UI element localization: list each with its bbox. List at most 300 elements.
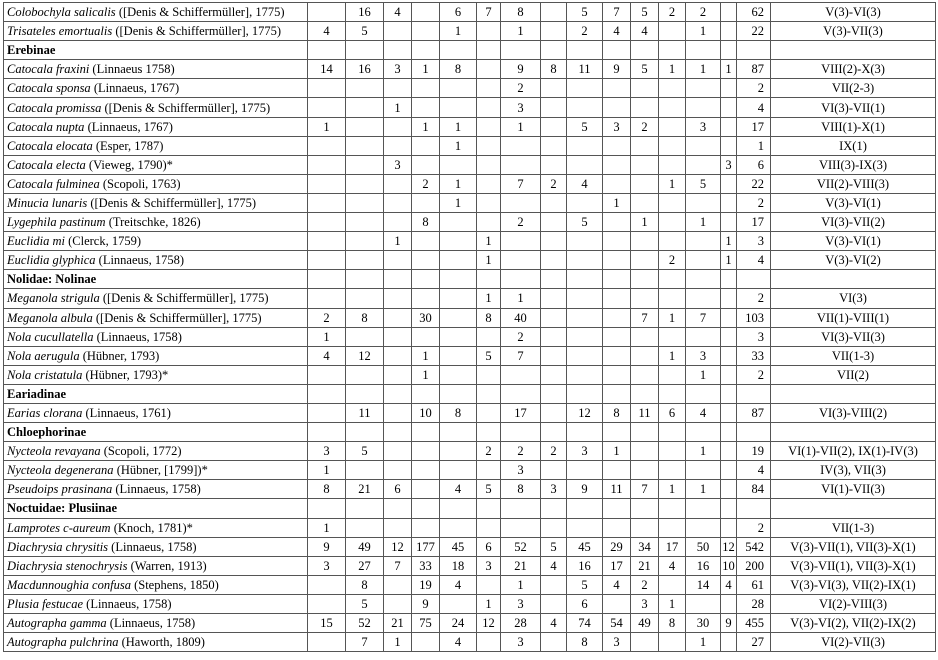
count-cell: 8 <box>412 213 440 232</box>
period-cell: VII(1-3) <box>771 518 936 537</box>
count-cell: 8 <box>308 480 346 499</box>
group-header-row <box>4 41 936 60</box>
count-cell <box>412 480 440 499</box>
count-cell <box>308 403 346 422</box>
empty-cell <box>631 41 659 60</box>
species-cell <box>4 633 308 652</box>
count-cell: 3 <box>686 117 721 136</box>
count-cell <box>541 251 567 270</box>
count-cell <box>384 365 412 384</box>
count-cell: 33 <box>412 556 440 575</box>
species-name: Meganola strigula <box>7 291 100 306</box>
count-cell: 1 <box>440 136 477 155</box>
species-author: (Linnaeus, 1758) <box>115 482 201 497</box>
empty-cell <box>541 270 567 289</box>
count-cell <box>346 327 384 346</box>
empty-cell <box>771 270 936 289</box>
period-cell: VII(2) <box>771 365 936 384</box>
total-cell: 28 <box>737 594 771 613</box>
count-cell <box>477 155 501 174</box>
count-cell: 49 <box>346 537 384 556</box>
count-cell <box>659 289 686 308</box>
empty-cell <box>501 423 541 442</box>
count-cell <box>384 403 412 422</box>
species-author: ([Denis & Schiffermüller], 1775) <box>102 291 269 306</box>
table-row <box>4 365 936 384</box>
species-name: Macdunnoughia confusa <box>7 577 131 592</box>
count-cell <box>541 22 567 41</box>
count-cell <box>412 518 440 537</box>
count-cell <box>440 289 477 308</box>
count-cell: 1 <box>686 22 721 41</box>
count-cell <box>308 3 346 22</box>
empty-cell <box>541 41 567 60</box>
total-cell: 2 <box>737 518 771 537</box>
count-cell <box>541 136 567 155</box>
count-cell <box>412 633 440 652</box>
count-cell <box>384 308 412 327</box>
total-cell: 455 <box>737 614 771 633</box>
count-cell <box>440 327 477 346</box>
count-cell: 15 <box>308 614 346 633</box>
count-cell <box>603 251 631 270</box>
count-cell <box>384 461 412 480</box>
total-cell: 2 <box>737 193 771 212</box>
count-cell <box>541 518 567 537</box>
empty-cell <box>308 270 346 289</box>
table-row <box>4 594 936 613</box>
count-cell <box>567 365 603 384</box>
count-cell: 8 <box>477 308 501 327</box>
count-cell <box>346 98 384 117</box>
empty-cell <box>440 384 477 403</box>
table-row <box>4 193 936 212</box>
count-cell <box>603 174 631 193</box>
period-cell: VIII(2)-X(3) <box>771 60 936 79</box>
count-cell: 16 <box>686 556 721 575</box>
count-cell <box>308 594 346 613</box>
period-cell: VI(2)-VII(3) <box>771 633 936 652</box>
species-name: Catocala promissa <box>7 100 102 115</box>
count-cell: 2 <box>541 442 567 461</box>
count-cell: 2 <box>501 79 541 98</box>
count-cell: 4 <box>603 22 631 41</box>
total-cell: 3 <box>737 327 771 346</box>
count-cell <box>346 174 384 193</box>
species-name: Meganola albula <box>7 310 93 325</box>
count-cell: 45 <box>567 537 603 556</box>
count-cell <box>686 98 721 117</box>
count-cell <box>541 365 567 384</box>
empty-cell <box>721 270 737 289</box>
table-row <box>4 22 936 41</box>
table-row <box>4 79 936 98</box>
species-cell <box>4 518 308 537</box>
count-cell: 3 <box>501 594 541 613</box>
group-header-row <box>4 499 936 518</box>
count-cell: 1 <box>412 365 440 384</box>
species-name: Nola cristatula <box>7 367 83 382</box>
period-cell: VI(3)-VII(3) <box>771 327 936 346</box>
species-author: (Warren, 1913) <box>130 558 207 573</box>
count-cell: 1 <box>501 22 541 41</box>
table-row <box>4 289 936 308</box>
species-name: Nycteola degenerana <box>7 463 114 478</box>
species-name: Diachrysia stenochrysis <box>7 558 128 573</box>
count-cell <box>412 289 440 308</box>
count-cell: 54 <box>603 614 631 633</box>
count-cell <box>686 594 721 613</box>
count-cell: 2 <box>541 174 567 193</box>
count-cell <box>721 594 737 613</box>
empty-cell <box>659 499 686 518</box>
total-cell: 87 <box>737 403 771 422</box>
count-cell <box>346 365 384 384</box>
count-cell: 1 <box>686 60 721 79</box>
table-row <box>4 3 936 22</box>
count-cell <box>541 461 567 480</box>
count-cell: 4 <box>659 556 686 575</box>
count-cell <box>721 289 737 308</box>
group-label: Eariadinae <box>4 384 308 403</box>
count-cell: 1 <box>412 60 440 79</box>
count-cell: 7 <box>603 3 631 22</box>
table-row <box>4 213 936 232</box>
count-cell <box>346 193 384 212</box>
species-author: (Linnaeus, 1761) <box>85 406 171 421</box>
count-cell: 8 <box>346 308 384 327</box>
count-cell: 8 <box>501 480 541 499</box>
empty-cell <box>721 384 737 403</box>
count-cell <box>541 79 567 98</box>
count-cell: 5 <box>631 3 659 22</box>
count-cell: 7 <box>477 3 501 22</box>
count-cell <box>659 155 686 174</box>
species-name: Catocala nupta <box>7 119 85 134</box>
total-cell: 1 <box>737 136 771 155</box>
species-cell <box>4 556 308 575</box>
count-cell <box>659 22 686 41</box>
count-cell: 14 <box>686 575 721 594</box>
count-cell: 3 <box>477 556 501 575</box>
period-cell: V(3)-VI(1) <box>771 232 936 251</box>
count-cell <box>384 193 412 212</box>
count-cell: 7 <box>346 633 384 652</box>
period-cell: VI(3)-VII(1) <box>771 98 936 117</box>
count-cell <box>567 136 603 155</box>
count-cell <box>308 136 346 155</box>
count-cell <box>603 136 631 155</box>
count-cell: 8 <box>501 3 541 22</box>
empty-cell <box>477 384 501 403</box>
count-cell <box>659 575 686 594</box>
count-cell <box>477 461 501 480</box>
empty-cell <box>737 384 771 403</box>
count-cell <box>412 232 440 251</box>
empty-cell <box>659 270 686 289</box>
species-name: Catocala fulminea <box>7 176 100 191</box>
count-cell <box>631 633 659 652</box>
empty-cell <box>384 499 412 518</box>
count-cell: 1 <box>501 289 541 308</box>
species-name: Trisateles emortualis <box>7 24 113 39</box>
count-cell <box>440 98 477 117</box>
count-cell <box>346 232 384 251</box>
count-cell <box>308 98 346 117</box>
count-cell: 21 <box>384 614 412 633</box>
count-cell <box>308 365 346 384</box>
count-cell: 1 <box>384 232 412 251</box>
count-cell: 16 <box>346 3 384 22</box>
empty-cell <box>567 270 603 289</box>
group-label: Noctuidae: Plusiinae <box>4 499 308 518</box>
table-row <box>4 537 936 556</box>
table-row <box>4 155 936 174</box>
species-cell <box>4 155 308 174</box>
count-cell <box>346 117 384 136</box>
species-name: Colobochyla salicalis <box>7 5 116 20</box>
count-cell <box>412 461 440 480</box>
count-cell <box>721 403 737 422</box>
count-cell <box>440 442 477 461</box>
count-cell: 1 <box>659 308 686 327</box>
species-name: Catocala electa <box>7 157 86 172</box>
empty-cell <box>501 41 541 60</box>
empty-cell <box>384 423 412 442</box>
count-cell <box>412 251 440 270</box>
empty-cell <box>631 423 659 442</box>
empty-cell <box>501 270 541 289</box>
count-cell <box>501 251 541 270</box>
total-cell: 103 <box>737 308 771 327</box>
count-cell: 4 <box>440 480 477 499</box>
count-cell <box>603 461 631 480</box>
count-cell <box>721 193 737 212</box>
count-cell <box>603 308 631 327</box>
count-cell <box>308 155 346 174</box>
count-cell: 2 <box>631 117 659 136</box>
species-name: Nola cucullatella <box>7 329 94 344</box>
count-cell: 9 <box>567 480 603 499</box>
empty-cell <box>686 384 721 403</box>
empty-cell <box>603 384 631 403</box>
count-cell <box>346 213 384 232</box>
table-row <box>4 403 936 422</box>
count-cell <box>721 3 737 22</box>
period-cell: V(3)-VI(3), VII(2)-IX(1) <box>771 575 936 594</box>
count-cell <box>659 461 686 480</box>
period-cell: V(3)-VII(1), VII(3)-X(1) <box>771 556 936 575</box>
count-cell: 6 <box>659 403 686 422</box>
count-cell <box>308 633 346 652</box>
count-cell <box>541 403 567 422</box>
count-cell: 1 <box>308 518 346 537</box>
empty-cell <box>440 41 477 60</box>
count-cell: 2 <box>477 442 501 461</box>
species-cell <box>4 327 308 346</box>
count-cell <box>603 594 631 613</box>
count-cell <box>440 213 477 232</box>
empty-cell <box>631 384 659 403</box>
count-cell <box>631 79 659 98</box>
count-cell <box>384 518 412 537</box>
count-cell <box>440 79 477 98</box>
count-cell: 6 <box>440 3 477 22</box>
period-cell: V(3)-VI(2), VII(2)-IX(2) <box>771 614 936 633</box>
count-cell <box>631 136 659 155</box>
total-cell: 17 <box>737 117 771 136</box>
empty-cell <box>567 423 603 442</box>
count-cell <box>384 289 412 308</box>
total-cell: 4 <box>737 461 771 480</box>
count-cell: 2 <box>631 575 659 594</box>
empty-cell <box>477 423 501 442</box>
species-name: Catocala elocata <box>7 138 93 153</box>
count-cell: 1 <box>686 365 721 384</box>
count-cell <box>686 232 721 251</box>
empty-cell <box>308 423 346 442</box>
empty-cell <box>308 41 346 60</box>
count-cell: 4 <box>631 22 659 41</box>
count-cell: 7 <box>686 308 721 327</box>
count-cell <box>440 518 477 537</box>
species-cell <box>4 174 308 193</box>
count-cell: 14 <box>308 60 346 79</box>
count-cell <box>686 289 721 308</box>
count-cell <box>567 518 603 537</box>
period-cell: VII(2)-VIII(3) <box>771 174 936 193</box>
species-author: (Hübner, 1793)* <box>85 367 169 382</box>
count-cell <box>440 155 477 174</box>
empty-cell <box>477 270 501 289</box>
species-author: (Treitschke, 1826) <box>108 215 201 230</box>
count-cell: 1 <box>477 289 501 308</box>
period-cell: VI(3)-VIII(2) <box>771 403 936 422</box>
count-cell <box>721 213 737 232</box>
count-cell <box>440 461 477 480</box>
total-cell: 87 <box>737 60 771 79</box>
count-cell <box>721 136 737 155</box>
species-author: (Linnaeus, 1758) <box>96 329 182 344</box>
count-cell <box>308 251 346 270</box>
total-cell: 27 <box>737 633 771 652</box>
count-cell: 21 <box>346 480 384 499</box>
species-name: Nycteola revayana <box>7 444 101 459</box>
count-cell <box>308 174 346 193</box>
empty-cell <box>721 499 737 518</box>
count-cell <box>721 461 737 480</box>
table-row <box>4 518 936 537</box>
count-cell <box>721 22 737 41</box>
empty-cell <box>567 384 603 403</box>
count-cell <box>440 251 477 270</box>
species-cell <box>4 346 308 365</box>
species-name: Lygephila pastinum <box>7 215 106 230</box>
species-cell <box>4 289 308 308</box>
count-cell: 9 <box>308 537 346 556</box>
count-cell: 16 <box>567 556 603 575</box>
count-cell <box>541 155 567 174</box>
count-cell: 1 <box>501 117 541 136</box>
species-cell <box>4 403 308 422</box>
count-cell <box>346 79 384 98</box>
species-cell <box>4 22 308 41</box>
empty-cell <box>737 270 771 289</box>
empty-cell <box>346 423 384 442</box>
count-cell: 1 <box>412 117 440 136</box>
empty-cell <box>686 499 721 518</box>
total-cell: 61 <box>737 575 771 594</box>
count-cell: 1 <box>686 213 721 232</box>
empty-cell <box>346 384 384 403</box>
total-cell: 84 <box>737 480 771 499</box>
species-author: (Clerck, 1759) <box>68 234 142 249</box>
species-cell <box>4 614 308 633</box>
count-cell <box>603 327 631 346</box>
count-cell: 8 <box>567 633 603 652</box>
count-cell: 45 <box>440 537 477 556</box>
count-cell: 4 <box>541 556 567 575</box>
table-row <box>4 633 936 652</box>
species-name: Autographa pulchrina <box>7 635 119 650</box>
count-cell <box>603 232 631 251</box>
total-cell: 17 <box>737 213 771 232</box>
count-cell: 4 <box>603 575 631 594</box>
count-cell: 1 <box>686 442 721 461</box>
empty-cell <box>440 270 477 289</box>
species-cell <box>4 136 308 155</box>
species-name: Plusia festucae <box>7 596 84 611</box>
table-row <box>4 251 936 270</box>
count-cell <box>541 98 567 117</box>
empty-cell <box>541 423 567 442</box>
total-cell: 62 <box>737 3 771 22</box>
period-cell: V(3)-VI(2) <box>771 251 936 270</box>
count-cell: 52 <box>501 537 541 556</box>
count-cell: 177 <box>412 537 440 556</box>
count-cell: 30 <box>686 614 721 633</box>
species-author: (Linnaeus, 1767) <box>93 81 180 96</box>
count-cell <box>721 308 737 327</box>
species-name: Euclidia glyphica <box>7 253 96 268</box>
count-cell <box>308 575 346 594</box>
count-cell <box>412 193 440 212</box>
count-cell: 2 <box>686 3 721 22</box>
species-cell <box>4 594 308 613</box>
count-cell <box>541 117 567 136</box>
count-cell: 3 <box>603 117 631 136</box>
count-cell: 1 <box>384 98 412 117</box>
species-name: Pseudoips prasinana <box>7 482 113 497</box>
period-cell: V(3)-VI(3) <box>771 3 936 22</box>
count-cell: 4 <box>308 346 346 365</box>
count-cell: 1 <box>659 480 686 499</box>
count-cell <box>384 251 412 270</box>
count-cell: 3 <box>501 98 541 117</box>
empty-cell <box>659 41 686 60</box>
table-row <box>4 614 936 633</box>
count-cell <box>384 575 412 594</box>
count-cell: 1 <box>477 232 501 251</box>
count-cell: 2 <box>659 3 686 22</box>
table-row <box>4 98 936 117</box>
count-cell: 1 <box>659 174 686 193</box>
count-cell <box>631 289 659 308</box>
count-cell <box>384 213 412 232</box>
count-cell <box>384 136 412 155</box>
count-cell <box>603 365 631 384</box>
count-cell <box>659 136 686 155</box>
